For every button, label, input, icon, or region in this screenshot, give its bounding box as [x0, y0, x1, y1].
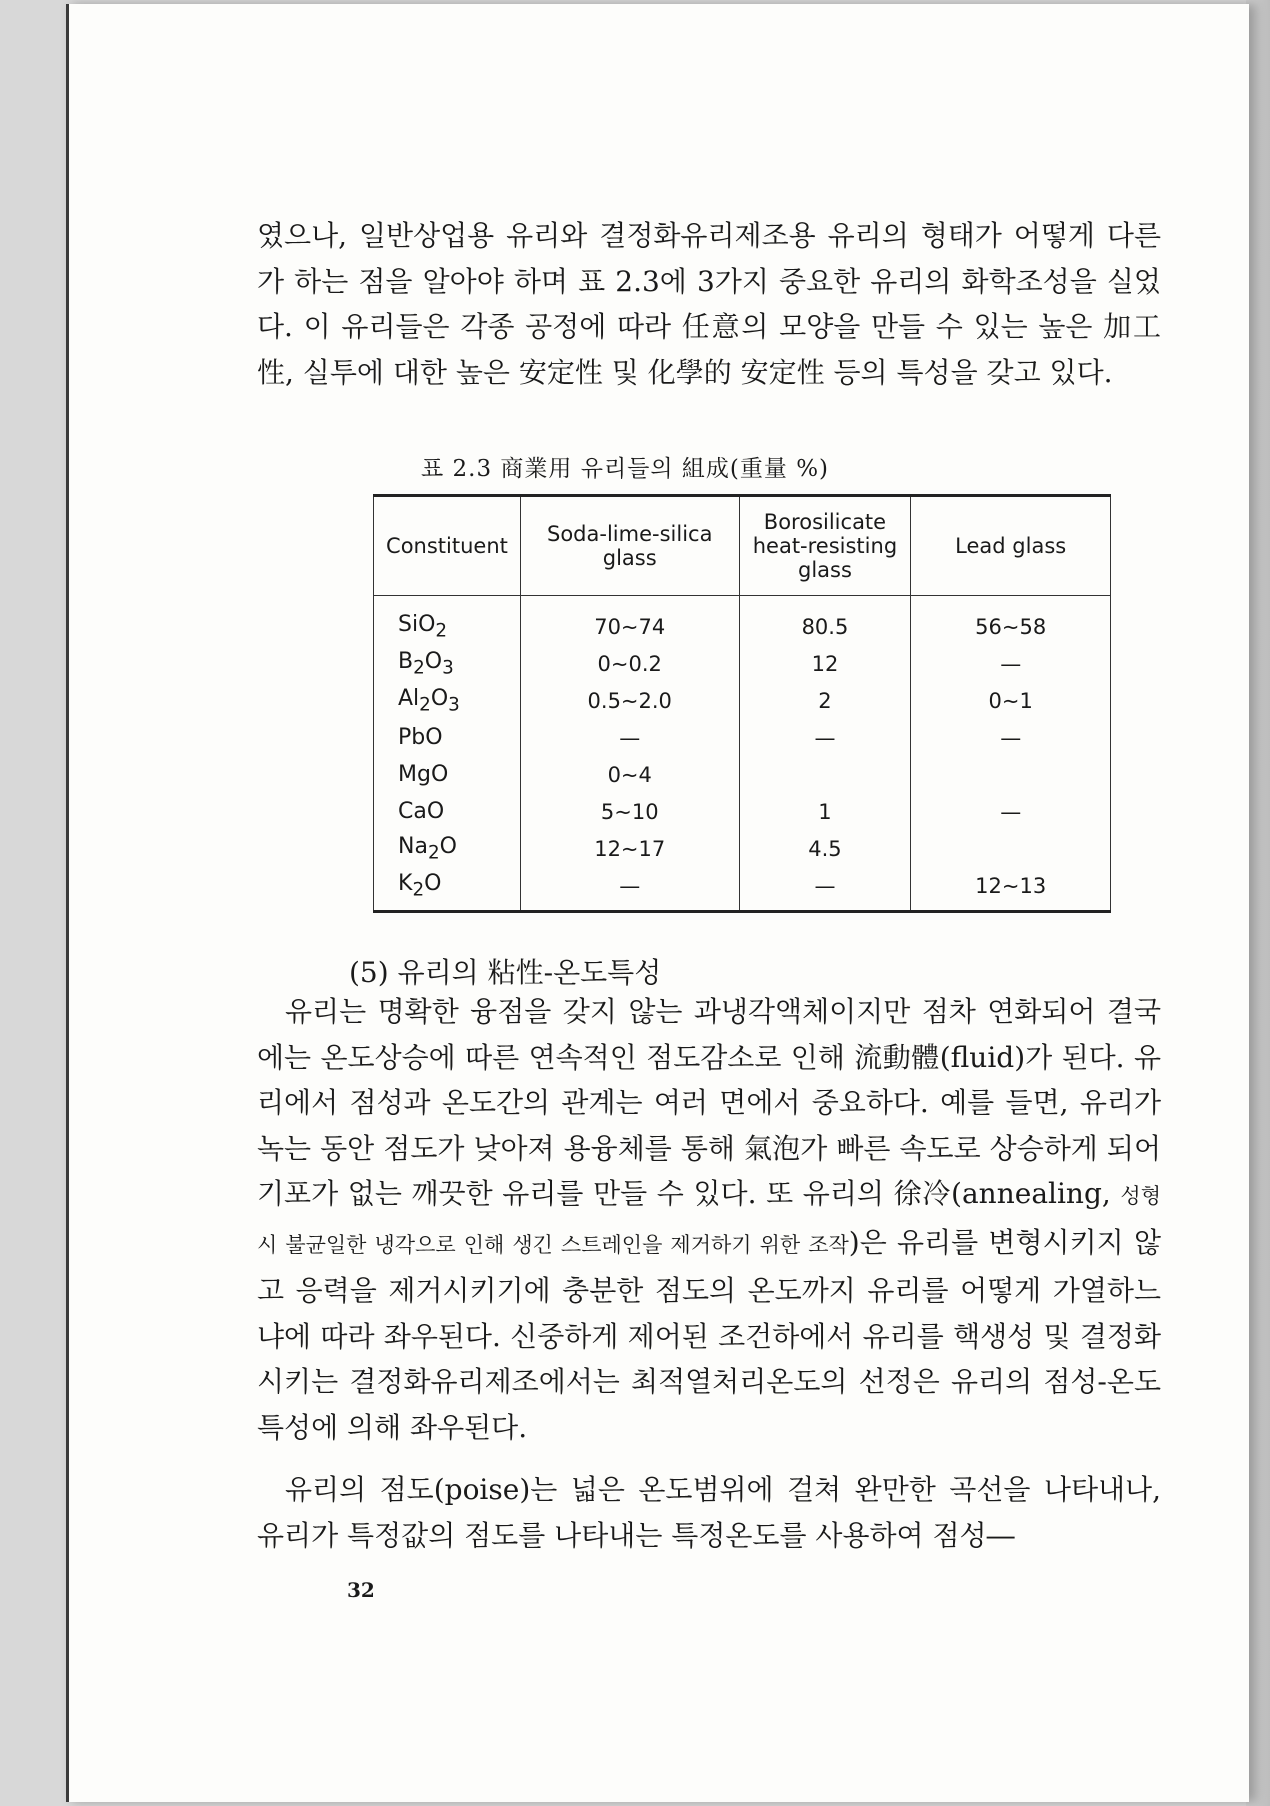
table-row: MgO 0∼4 [374, 756, 1111, 793]
constituent-cell: $B_2O_3$ [374, 645, 521, 682]
document-page [66, 4, 1249, 1802]
constituent-cell: $K_2O$ [374, 867, 521, 912]
constituent-cell: $Al_2O_3$ [374, 682, 521, 719]
table-caption: 표 2.3 商業用 유리들의 組成(重量 %) [421, 456, 830, 482]
composition-table [373, 494, 1111, 913]
page-number: 32 [347, 1578, 375, 1602]
table-row: $Na_2O$ 12∼17 4.5 [374, 830, 1111, 867]
constituent-cell: CaO [374, 793, 521, 830]
paragraph-viscosity: 유리는 명확한 융점을 갖지 않는 과냉각액체이지만 점차 연화되어 결국에는 온도상승에 따른 연속적인 점도감소로 인해 流動體(fluid)가 된다. 유리에서 점성과 온도간의 관계는 여러 면에서 중요하다. 예를 들면, 유리가 녹는 동안 점도가 낮아져 용융체를 통해 氣泡가 빠른 속도로 상승하게 되어 기포가 없는 깨끗한 유리를 만들 수 있다. 또 유리의 徐冷(annealing, 성형시 불균일한 냉각으로 인해 생긴 스트레인을 제거하기 위한 조작)은 유리를 변형시키지 않고 응력을 제거시키기에 충분한 점도의 온도까지 유리를 어떻게 가열하느냐에 따라 좌우된다. 신중하게 제어된 조건하에서 유리를 핵생성 및 결정화시키는 결정화유리제조에서는 최적열처리온도의 선정은 유리의 점성-온도특성에 의해 좌우된다. [257, 995, 1161, 1444]
table-row: SiO$_2$ 70∼74 80.5 56∼58 [374, 596, 1111, 646]
header-borosilicate: Borosilicate heat-resisting glass [739, 496, 911, 596]
section-heading: (5) 유리의 粘性-온도특성 [349, 956, 662, 989]
constituent-cell: SiO$_2$ [374, 596, 521, 646]
page-edge-shadow [1246, 0, 1270, 1806]
paragraph-intro: 였으나, 일반상업용 유리와 결정화유리제조용 유리의 형태가 어떻게 다른가 하는 점을 알아야 하며 표 2.3에 3가지 중요한 유리의 화학조성을 실었다. 이 유리들은 각종 공정에 따라 任意의 모양을 만들 수 있는 높은 加工性, 실투에 대한 높은 安定性 및 化學的 安定性 등의 특성을 갖고 있다. [257, 219, 1161, 389]
paragraph-poise: 유리의 점도(poise)는 넓은 온도범위에 걸쳐 완만한 곡선을 나타내나, 유리가 특정값의 점도를 나타내는 특정온도를 사용하여 점성― [257, 1473, 1161, 1552]
constituent-cell: $Na_2O$ [374, 830, 521, 867]
constituent-cell: PbO [374, 719, 521, 756]
table-row: $Al_2O_3$ 0.5∼2.0 2 0∼1 [374, 682, 1111, 719]
constituent-cell: MgO [374, 756, 521, 793]
table-row: PbO — — — [374, 719, 1111, 756]
table-row: $B_2O_3$ 0∼0.2 12 — [374, 645, 1111, 682]
header-soda-lime: Soda-lime-silica glass [520, 496, 739, 596]
header-lead-glass: Lead glass [911, 496, 1111, 596]
table-header-row [374, 496, 1111, 596]
header-constituent: Constituent [374, 496, 521, 596]
table-row: CaO 5∼10 1 — [374, 793, 1111, 830]
table-row: $K_2O$ — — 12∼13 [374, 867, 1111, 912]
